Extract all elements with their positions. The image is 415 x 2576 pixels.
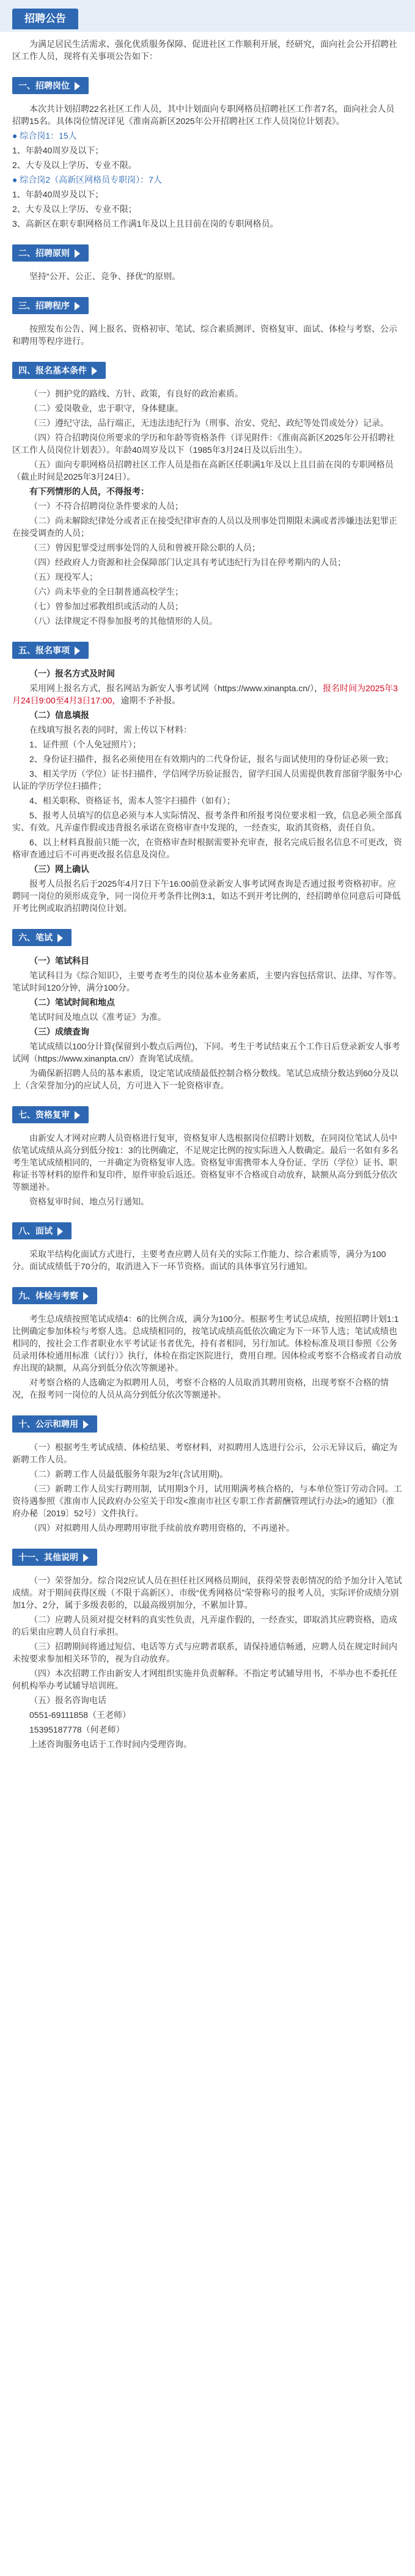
s1-p1: 本次共计划招聘22名社区工作人员，其中计划面向专职网格员招聘社区工作者7名，面向社会人员招聘15名。具体岗位情况详见《淮南高新区2025年公开招聘社区工作人员岗位计划表》。: [12, 104, 395, 126]
post2-cond2: 2、大专及以上学历、专业不限；: [12, 204, 137, 214]
subheading: （二）笔试时间和地点: [29, 997, 115, 1007]
s5-p1: 采用网上报名方式，报名网站为新安人事考试网（https://www.xinanpta.cn/），报名时间为2025年3月24日9:00至4月3日17:00，逾期不予补报。: [12, 683, 398, 705]
section-heading-7: 七、资格复审: [12, 1106, 89, 1123]
arrow-icon: [75, 302, 80, 310]
list-item: 4、相关职称、资格证书，需本人签字扫描件（如有）；: [29, 796, 235, 805]
list-item: （七）曾参加过邪教组织或活动的人员；: [29, 601, 183, 611]
list-item: （四）符合招聘岗位所要求的学历和年龄等资格条件（详见附件：《淮南高新区2025年公开招聘社区工作人员岗位计划表》）。年龄40周岁及以下（1985年3月24日及以后出生）。: [12, 433, 395, 455]
s10-p2: （二）新聘工作人员最低服务年限为2年(含试用期)。: [29, 1469, 229, 1479]
list-item: 3、相关学历（学位）证书扫描件，学信网学历验证报告，留学归国人员需提供教育部留学服务中心认证的学历学位扫描件；: [12, 769, 402, 791]
list-item: 5、报考人员填写的信息必须与本人实际情况、报考条件和所报考岗位要求相一致，信息必须全部真实、有效。凡弄虚作假或违背报名承诺在资格审查中发现的，一经查实，取消其资格，责任自负。: [12, 810, 402, 832]
section-heading-5: 五、报名事项: [12, 642, 89, 659]
s10-p3: （三）新聘工作人员实行聘用制，试用期3个月，试用期满考核合格的，与本单位签订劳动合同。工资待遇参照《淮南市人民政府办公室关于印发<淮南市社区专职工作者薪酬管理试行办法>的通知》（淮府办秘〔2019〕52号）文件执行。: [12, 1484, 402, 1518]
phone-2: 15395187778（何老师）: [29, 1725, 125, 1734]
post1-cond2: 2、大专及以上学历、专业不限。: [12, 160, 137, 170]
s11-p4: （四）本次招聘工作由新安人才网组织实施并负责解释。不指定考试辅导用书，不举办也不委托任何机构举办考试辅导培训班。: [12, 1668, 397, 1690]
s11-p2: （二）应聘人员须对提交材料的真实性负责，凡弄虚作假的，一经查实，即取消其应聘资格，造成的后果由应聘人员自行承担。: [12, 1615, 397, 1637]
arrow-icon: [75, 1111, 80, 1120]
subheading: （二）信息填报: [29, 710, 89, 720]
s6-p1: 笔试科目为《综合知识》，主要考查考生的岗位基本业务素质，主要内容包括常识、法律、写作等。笔试时间120分钟，满分100分。: [12, 971, 402, 993]
section-heading-6: 六、笔试: [12, 929, 72, 946]
intro: 为满足居民生活需求、强化优质服务保障、促进社区工作顺利开展，经研究，面向社会公开招聘社区工作人员，现将有关事项公告如下：: [12, 39, 397, 61]
arrow-icon: [83, 1554, 89, 1562]
s6-p4: 为确保新招聘人员的基本素质，设定笔试成绩最低控制合格分数线。笔试总成绩分数达到60分及以上（含荣誉加分)的应试人员，方可进入下一轮资格审查。: [12, 1068, 398, 1090]
s9-p1: 考生总成绩按照笔试成绩4：6的比例合成，满分为100分。根据考生考试总成绩，按照招聘计划1:1比例确定参加体检与考察人选。总成绩相同的，按笔试成绩高低依次确定为下一环节人选；笔试成绩也相同的，按社会工作者职业水平考试证书者优先，持有者相同，另行加试。体检标准及项目参照《公务员录用体检通用标准（试行）》执行，体检在指定医院进行，费用自理。因体检或考察不合格或者自动放弃出现的缺额，从高分到低分依次等额递补。: [12, 1314, 402, 1373]
s3-p1: 按照发布公告、网上报名、资格初审、笔试、综合素质测评、资格复审、面试、体检与考察、公示和聘用等程序进行。: [12, 324, 397, 346]
section-heading-9: 九、体检与考察: [12, 1287, 97, 1304]
content: [0, 32, 415, 1765]
arrow-icon: [83, 1420, 89, 1429]
section-heading-11: 十一、其他说明: [12, 1549, 97, 1566]
list-item: 2、身份证扫描件，报名必须使用在有效期内的二代身份证，报名与面试使用的身份证必须一致；: [29, 754, 394, 764]
header-band: [0, 0, 415, 32]
list-item: 6、以上材料真报前只能一次，在资格审查时根据需要补充审查，报名完成后报名信息不可更改，资格审查通过后不可再更改报名信息及岗位。: [12, 837, 402, 859]
post2-cond1: 1、年龄40周岁及以下；: [12, 189, 104, 199]
subheading: （三）网上确认: [29, 864, 89, 874]
list-item: （八）法律规定不得参加报考的其他情形的人员。: [29, 616, 218, 626]
phone-1: 0551-69111858（王老师）: [29, 1710, 131, 1720]
post2-title: ● 综合岗2（高新区网格员专职岗）：7人: [12, 175, 162, 185]
arrow-icon: [83, 1292, 89, 1301]
s11-p3: （三）招聘期间将通过短信、电话等方式与应聘者联系，请保持通信畅通，应聘人员在规定时间内未按要求参加相关环节的，视为自动放弃。: [12, 1642, 397, 1664]
s11-p5: （五）报名咨询电话: [29, 1695, 106, 1705]
s8-p1: 采取半结构化面试方式进行，主要考查应聘人员有关的实际工作能力、综合素质等，满分为100分。面试成绩低于70分的，取消进入下一环节资格。面试的具体事宜另行通知。: [12, 1249, 386, 1271]
arrow-icon: [75, 249, 80, 258]
section-heading-3: 三、招聘程序: [12, 297, 89, 314]
s6-p2: 笔试时间及地点以《准考证》为准。: [29, 1012, 166, 1022]
list-item: （五）面向专职网格员招聘社区工作人员是指在高新区任职满1年及以上且目前在岗的专职网格员（截止时间是2025年3月24日）。: [12, 460, 394, 482]
section-heading-1: 一、招聘岗位: [12, 77, 89, 94]
section-heading-2: 二、招聘原则: [12, 244, 89, 262]
arrow-icon: [57, 934, 63, 942]
s6-p3: 笔试成绩以100分计算(保留到小数点后两位)，下同。考生于考试结束五个工作日后登录新安人事考试网（https://www.xinanpta.cn/）查询笔试成绩。: [12, 1041, 400, 1063]
s10-p4: （四）对拟聘用人员办理聘用审批手续前放弃聘用资格的，不再递补。: [29, 1523, 295, 1533]
arrow-icon: [75, 647, 80, 655]
page-title: 招聘公告: [12, 9, 78, 29]
list-item: （六）尚未毕业的全日制普通高校学生；: [29, 587, 183, 596]
arrow-icon: [75, 82, 80, 90]
list-item: （一）不符合招聘岗位条件要求的人员；: [29, 501, 183, 511]
section-heading-4: 四、报名基本条件: [12, 362, 106, 379]
exclude-heading: 有下列情形的人员，不得报考：: [29, 486, 149, 496]
post1-cond1: 1、年龄40周岁及以下；: [12, 145, 104, 155]
post1-title: ● 综合岗1：15人: [12, 131, 77, 141]
s7-p1: 由新安人才网对应聘人员资格进行复审，资格复审人选根据岗位招聘计划数，在同岗位笔试人员中依笔试成绩从高分到低分按1：3的比例确定，不足规定比例的按实际进入人数确定。最后一名如有多名考生笔试成绩相同的，一并确定为资格复审人选。资格复审需携带本人身份证、学历（学位）证书、职称证书等材料的原件和复印件，原件审验后返还。资格复审不合格或自动放弃，缺额从高分到低分依次等额递补。: [12, 1133, 398, 1192]
section-heading-10: 十、公示和聘用: [12, 1415, 97, 1433]
s9-p2: 对考察合格的人选确定为拟聘用人员，考察不合格的人员取消其聘用资格，出现考察不合格的情况，在报考同一岗位的人员从高分到低分依次等额递补。: [12, 1378, 389, 1400]
list-item: （四）经政府人力资源和社会保障部门认定具有考试违纪行为目在停考期内的人员；: [29, 557, 346, 567]
list-item: （二）爱岗敬业，忠于职守，身体健康。: [29, 403, 183, 413]
s5-p2: 在线填写报名表的同时，需上传以下材料：: [29, 725, 192, 735]
s11-p1: （一）荣誉加分。综合岗2应试人员在担任社区网格员期间，获得荣誉表彰情况的给予加分计入笔试成绩。对于期间获得区级（不限于高新区）、市级“优秀网格员”荣誉称号的报考人员，实际评价成绩分别加1分、2分，属于多级表彰的，以最高级别加分，不累加计算。: [12, 1576, 402, 1610]
s10-p1: （一）根据考生考试成绩、体检结果、考察材料，对拟聘用人选进行公示，公示无异议后，确定为新聘工作人员。: [12, 1442, 397, 1464]
post2-cond3: 3、高新区在职专职网格员工作满1年及以上且目前在岗的专职网格员。: [12, 219, 279, 229]
arrow-icon: [92, 367, 97, 375]
subheading: （三）成绩查询: [29, 1027, 89, 1037]
list-item: （三）曾因犯罪受过刑事处罚的人员和曾被开除公职的人员；: [29, 543, 260, 552]
subheading: （一）报名方式及时间: [29, 669, 115, 678]
s7-p2: 资格复审时间、地点另行通知。: [29, 1197, 149, 1206]
list-item: （三）遵纪守法，品行端正，无违法违纪行为（刑事、治安、党纪、政纪等处罚或处分）记录。: [29, 418, 389, 428]
section-heading-8: 八、面试: [12, 1222, 72, 1239]
list-item: （五）现役军人；: [29, 572, 98, 582]
subheading: （一）笔试科目: [29, 956, 89, 966]
list-item: 1、证件照（个人免冠照片）；: [29, 739, 141, 749]
s5-p3: 报考人员报名后于2025年4月7日下午16:00前登录新安人事考试网查询是否通过报考资格初审。应聘同一岗位的须形成竞争，同一岗位开考条件比例3:1，如达不到开考比例的，经招聘单位同意后可降低开考比例或取消招聘岗位计划。: [12, 879, 401, 913]
arrow-icon: [57, 1227, 63, 1236]
list-item: （二）尚未解除纪律处分或者正在接受纪律审查的人员以及刑事处罚期限未满或者涉嫌违法犯罪正在接受调查的人员；: [12, 516, 397, 538]
s2-p1: 坚持“公开、公正、竞争、择优”的原则。: [29, 271, 181, 281]
deadline-text: 报名时间为2025年3月24日9:00至4月3日17:00，: [12, 683, 398, 705]
list-item: （一）拥护党的路线、方针、政策，有良好的政治素质。: [29, 389, 243, 398]
s11-p6: 上述咨询服务电话于工作时间内受理咨询。: [29, 1739, 192, 1749]
